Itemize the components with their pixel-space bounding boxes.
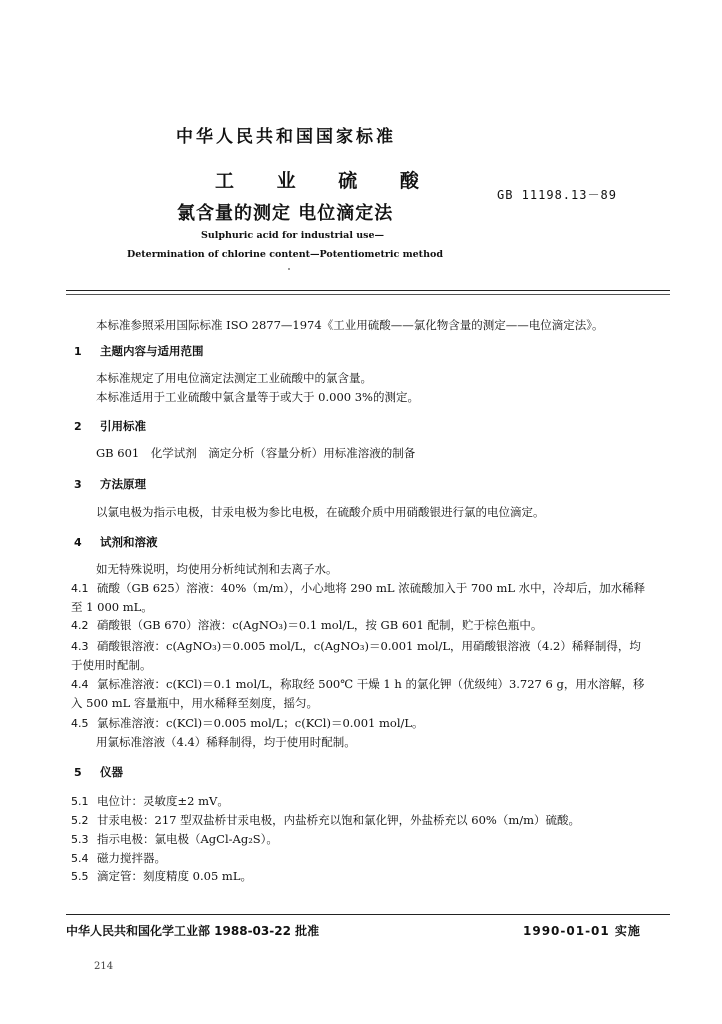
document-title-line1: 工 业 硫 酸	[215, 170, 437, 192]
header-divider	[66, 290, 670, 291]
english-title-line1: Sulphuric acid for industrial use—	[200, 230, 385, 241]
item-text: 滴定管：刻度精度 0.05 mL。	[97, 869, 252, 883]
item-5-5	[71, 868, 252, 884]
section-1-heading	[74, 343, 204, 359]
scan-speck	[288, 268, 290, 270]
item-number: 5.3	[71, 833, 89, 846]
section-1-paragraph-1: 本标准规定了用电位滴定法测定工业硫酸中的氯含量。	[96, 371, 372, 385]
item-number: 4.5	[71, 717, 89, 730]
header-divider-thin	[66, 294, 670, 295]
national-standard-heading: 中华人民共和国国家标准	[176, 127, 396, 147]
section-title: 试剂和溶液	[100, 535, 158, 549]
section-number: 2	[74, 420, 82, 433]
item-text: 硫酸（GB 625）溶液：40%（m/m），小心地将 290 mL 浓硫酸加入于 700 mL 水中，冷却后，加水稀释	[97, 581, 646, 595]
approval-line: 中华人民共和国化学工业部 1988-03-22 批准	[66, 924, 320, 938]
section-2-reference: GB 601 化学试剂 滴定分析（容量分析）用标准溶液的制备	[96, 446, 416, 460]
item-number: 4.3	[71, 640, 89, 653]
page-number: 214	[94, 961, 114, 972]
section-number: 4	[74, 536, 82, 549]
section-1-paragraph-2: 本标准适用于工业硫酸中氯含量等于或大于 0.000 3%的测定。	[96, 390, 419, 404]
item-5-4	[71, 850, 166, 866]
section-4-heading	[74, 534, 158, 550]
item-4-2	[71, 617, 542, 633]
implementation-date: 1990-01-01 实施	[523, 924, 641, 938]
section-title: 引用标准	[100, 419, 146, 433]
section-3-heading	[74, 476, 146, 492]
item-4-1-line-2: 至 1 000 mL。	[71, 600, 153, 614]
item-number: 4.2	[71, 619, 89, 632]
section-2-heading	[74, 418, 146, 434]
standard-number: GB 11198.13－89	[497, 188, 617, 202]
item-4-4-line-2: 入 500 mL 容量瓶中，用水稀释至刻度，摇匀。	[71, 696, 318, 710]
section-4-intro: 如无特殊说明，均使用分析纯试剂和去离子水。	[96, 562, 338, 576]
document-title-line2: 氯含量的测定 电位滴定法	[177, 203, 394, 224]
section-number: 1	[74, 345, 82, 358]
section-5-heading	[74, 764, 123, 780]
item-number: 5.2	[71, 814, 89, 827]
item-4-3-line-1	[71, 638, 641, 654]
item-text: 甘汞电极：217 型双盐桥甘汞电极，内盐桥充以饱和氯化钾，外盐桥充以 60%（m/m）硫酸。	[97, 813, 581, 827]
footer-divider	[66, 914, 670, 915]
item-5-2	[71, 812, 580, 828]
section-3-paragraph: 以氯电极为指示电极，甘汞电极为参比电极，在硫酸介质中用硝酸银进行氯的电位滴定。	[96, 505, 545, 519]
section-title: 方法原理	[100, 477, 146, 491]
item-4-3-line-2: 于使用时配制。	[71, 658, 152, 672]
item-text: 磁力搅拌器。	[97, 851, 166, 865]
section-title: 仪器	[100, 765, 123, 779]
item-number: 4.1	[71, 582, 89, 595]
item-4-1-line-1	[71, 580, 645, 596]
section-number: 3	[74, 478, 82, 491]
item-5-3	[71, 831, 278, 847]
item-text: 氯标准溶液：c(KCl)＝0.1 mol/L，称取经 500℃ 干燥 1 h 的氯化钾（优级纯）3.727 6 g，用水溶解，移	[97, 677, 645, 691]
item-text: 氯标准溶液：c(KCl)＝0.005 mol/L；c(KCl)＝0.001 mol/L。	[97, 716, 424, 730]
item-5-1	[71, 793, 229, 809]
item-4-5-line-2: 用氯标准溶液（4.4）稀释制得，均于使用时配制。	[96, 735, 356, 749]
item-text: 硝酸银溶液：c(AgNO₃)＝0.005 mol/L，c(AgNO₃)＝0.001 mol/L，用硝酸银溶液（4.2）稀释制得，均	[97, 639, 641, 653]
section-number: 5	[74, 766, 82, 779]
section-title: 主题内容与适用范围	[100, 344, 204, 358]
item-number: 5.5	[71, 870, 89, 883]
item-number: 5.1	[71, 795, 89, 808]
item-4-5-line-1	[71, 715, 424, 731]
item-number: 5.4	[71, 852, 89, 865]
item-number: 4.4	[71, 678, 89, 691]
item-text: 电位计：灵敏度±2 mV。	[97, 794, 229, 808]
item-4-4-line-1	[71, 676, 644, 692]
english-title-line2: Determination of chlorine content—Potentiometric method	[127, 249, 443, 260]
item-text: 指示电极：氯电极（AgCl-Ag₂S）。	[97, 832, 278, 846]
item-text: 硝酸银（GB 670）溶液：c(AgNO₃)＝0.1 mol/L，按 GB 601 配制，贮于棕色瓶中。	[97, 618, 543, 632]
intro-paragraph: 本标准参照采用国际标准 ISO 2877—1974《工业用硫酸——氯化物含量的测定——电位滴定法》。	[96, 318, 604, 332]
